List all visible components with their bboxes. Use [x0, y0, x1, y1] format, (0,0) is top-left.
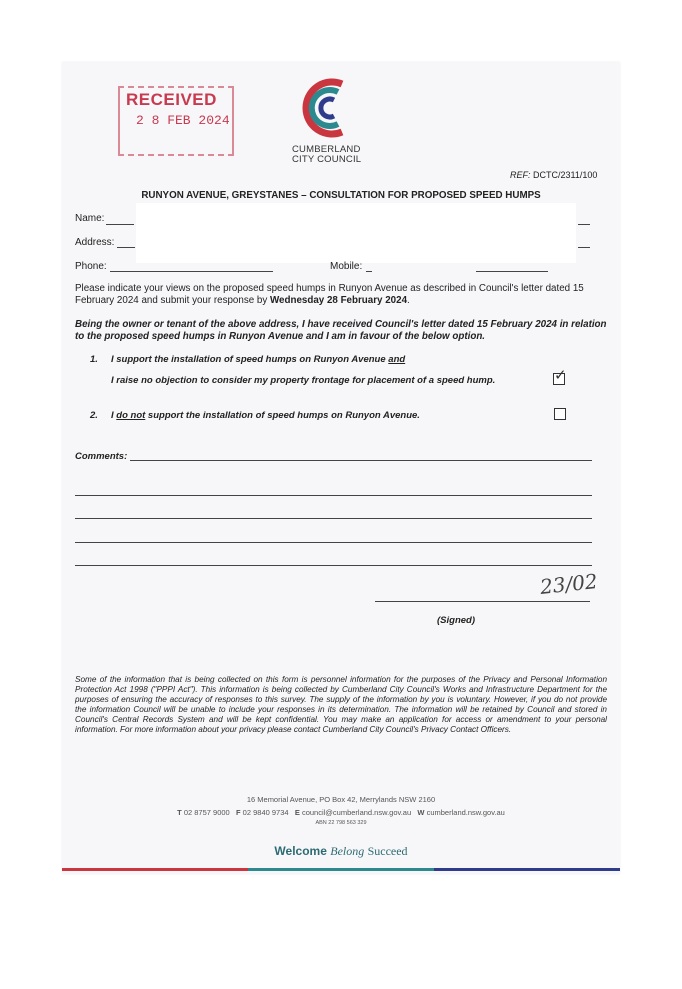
- logo-line-1: CUMBERLAND: [292, 144, 361, 155]
- option-2-do-not: do not: [116, 410, 146, 421]
- name-label: Name:: [75, 213, 105, 224]
- comments-line-2: [75, 495, 592, 496]
- instructions-text: Please indicate your views on the proposed speed humps in Runyon Avenue as described in Council's letter dated 15 February 2024 and submit your response by: [75, 283, 584, 306]
- address-line-end: [578, 247, 590, 248]
- footer-bar-teal: [248, 868, 434, 871]
- address-label: Address:: [75, 237, 115, 248]
- mobile-line: [476, 271, 548, 272]
- option-1-label: I support the installation of speed humps on Runyon Avenue: [111, 354, 389, 365]
- option-2-checkbox[interactable]: [554, 408, 566, 420]
- privacy-statement: Some of the information that is being collected on this form is personnel information for the purposes of the Privacy and Personal Information Protection Act 1998 ("PPPI Act"). This information is being collected by Cumberland City Council's Works and Infrastructure Department for the purposes of ensuring the accuracy of responses to this survey. The supply of the information by you is voluntary. However, if you do not provide the information Council will be unable to include your responses in its determination. The information will be retained by Council and stored in Council's Central Records System and will be kept confidential. You may make an application for access or amendment to your personal information. For more information about your privacy please contact Cumberland City Council's Privacy Contact Officers.: [75, 675, 607, 734]
- signature-line: [375, 601, 590, 602]
- footer-address: 16 Memorial Avenue, PO Box 42, Merrylands NSW 2160: [246, 795, 436, 804]
- slogan-welcome: Welcome: [274, 844, 327, 858]
- option-1-and: and: [388, 354, 406, 365]
- name-line: [106, 224, 134, 225]
- fax-prefix: F: [235, 808, 241, 817]
- logo-line-2: CITY COUNCIL: [292, 154, 362, 165]
- comments-line-4: [75, 542, 592, 543]
- footer-email: council@cumberland.nsw.gov.au: [301, 808, 412, 817]
- deadline-date: Wednesday 28 February 2024: [269, 295, 408, 306]
- comments-line-1: [130, 460, 592, 461]
- email-prefix: E: [294, 808, 300, 817]
- handwritten-date: 23/02: [538, 569, 599, 599]
- checkmark-icon: ✓: [554, 367, 567, 384]
- slogan-succeed: Succeed: [367, 844, 408, 858]
- ref-label: REF:: [510, 170, 531, 180]
- footer-abn: ABN 22 798 563 329: [315, 820, 367, 826]
- option-2-text: [111, 410, 420, 421]
- slogan: [62, 844, 620, 859]
- received-stamp: [118, 86, 234, 156]
- mobile-line-start: [366, 271, 372, 272]
- footer-phone: 02 8757 9000: [183, 808, 230, 817]
- reference-number: [510, 170, 597, 180]
- form-title: RUNYON AVENUE, GREYSTANES – CONSULTATION FOR PROPOSED SPEED HUMPS: [141, 190, 541, 201]
- owner-statement: Being the owner or tenant of the above address, I have received Council's letter dated 15 February 2024 in relation to the proposed speed humps in Runyon Avenue and I am in favour of the below option.: [75, 319, 607, 342]
- phone-label: Phone:: [75, 261, 107, 272]
- footer-contacts: [62, 808, 620, 817]
- footer-bar-blue: [434, 868, 620, 871]
- signed-label: (Signed): [437, 615, 475, 626]
- council-logo-icon: [294, 72, 354, 144]
- phone-prefix: T: [177, 808, 182, 817]
- option-1-number: 1.: [90, 354, 98, 365]
- stamp-title: RECEIVED: [126, 90, 217, 109]
- option-1-line-2: I raise no objection to consider my property frontage for placement of a speed hump.: [111, 375, 496, 386]
- slogan-belong: Belong: [330, 844, 365, 858]
- address-line: [117, 247, 135, 248]
- form-page: [62, 62, 620, 874]
- name-line-end: [578, 224, 590, 225]
- phone-line: [110, 271, 273, 272]
- option-2-number: 2.: [90, 410, 98, 421]
- comments-label: Comments:: [75, 451, 128, 462]
- instructions-paragraph: [75, 283, 607, 307]
- option-2-post: support the installation of speed humps on Runyon Avenue.: [145, 410, 420, 421]
- footer-web: cumberland.nsw.gov.au: [426, 808, 505, 817]
- option-1-checkbox[interactable]: [553, 367, 567, 385]
- comments-line-3: [75, 518, 592, 519]
- comments-line-5: [75, 565, 592, 566]
- option-1-text: [111, 354, 405, 365]
- footer-bar-red: [62, 868, 248, 871]
- ref-value: DCTC/2311/100: [533, 170, 598, 180]
- redacted-block: [136, 203, 576, 263]
- stamp-date: 2 8 FEB 2024: [136, 113, 230, 128]
- footer-fax: 02 9840 9734: [242, 808, 289, 817]
- option-2-pre: I: [111, 410, 117, 421]
- mobile-label: Mobile:: [330, 261, 363, 272]
- web-prefix: W: [417, 808, 425, 817]
- instructions-end: .: [407, 295, 410, 306]
- council-logo-text: [292, 145, 361, 165]
